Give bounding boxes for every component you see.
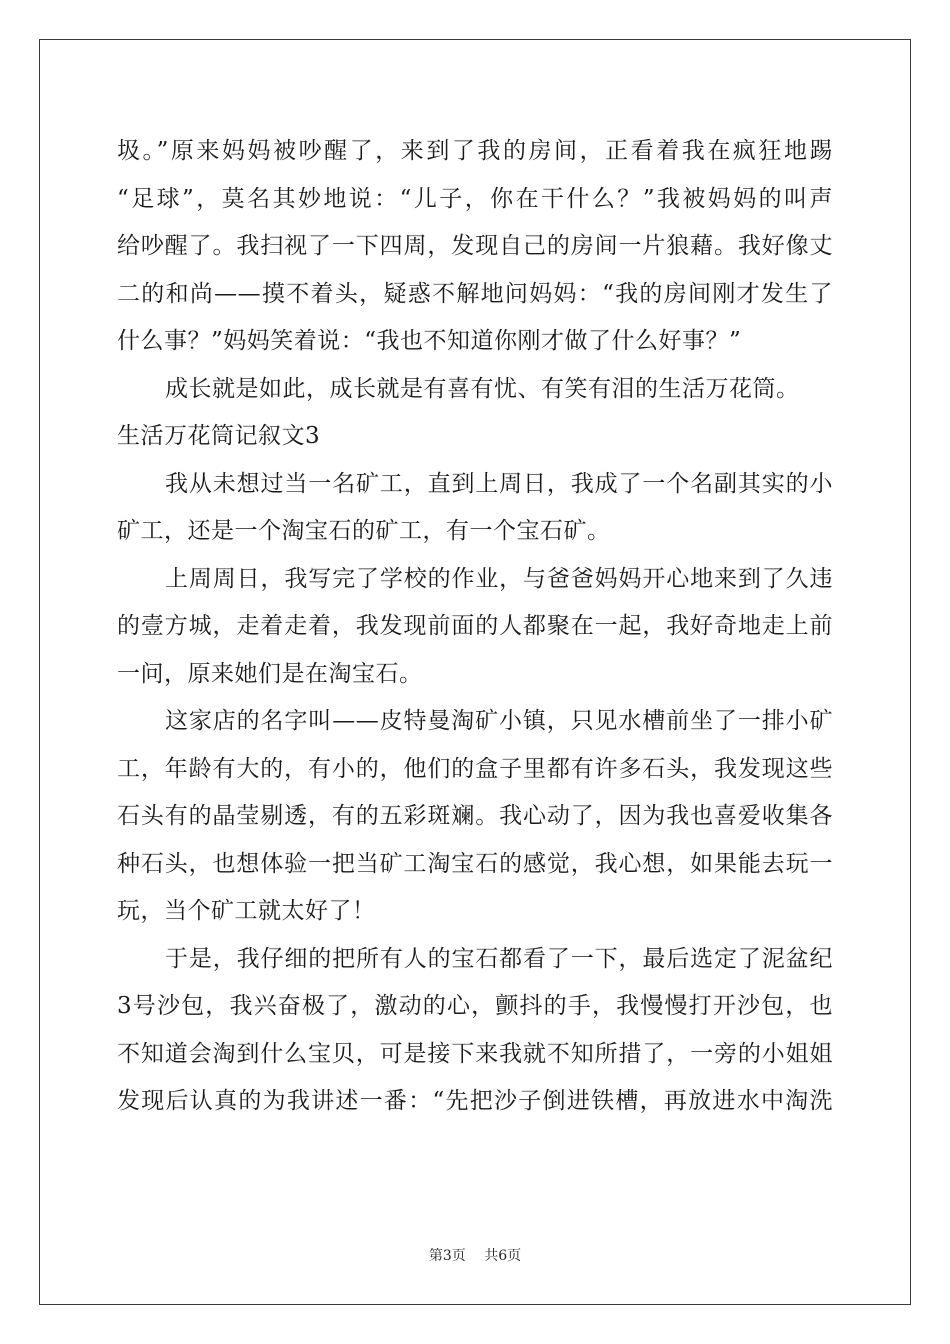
text-line: 的壹方城，走着走着，我发现前面的人都聚在一起，我好奇地走上前 (117, 613, 833, 639)
document-body (117, 128, 833, 1126)
text-line: 什么事？”妈妈笑着说：“我也不知道你刚才做了什么好事？” (117, 328, 742, 354)
text-line: 上周周日，我写完了学校的作业，与爸爸妈妈开心地来到了久违 (165, 565, 833, 592)
page-total: 共6页 (484, 1248, 522, 1264)
text-line: 二的和尚——摸不着头，疑惑不解地问妈妈：“我的房间刚才发生了 (117, 280, 833, 307)
text-line: 发现后认真的为我讲述一番：“先把沙子倒进铁槽，再放进水中淘洗 (117, 1088, 833, 1114)
text-line: 圾。”原来妈妈被吵醒了，来到了我的房间，正看着我在疯狂地踢 (117, 138, 833, 164)
page-footer (0, 1245, 950, 1265)
text-line: 不知道会淘到什么宝贝，可是接下来我就不知所措了，一旁的小姐姐 (117, 1040, 833, 1067)
text-line: 成长就是如此，成长就是有喜有忧、有笑有泪的生活万花筒。 (165, 375, 800, 402)
text-line: “足球”，莫名其妙地说：“儿子，你在干什么？”我被妈妈的叫声 (117, 185, 833, 212)
section-heading: 生活万花筒记叙文3 (117, 423, 321, 449)
text-line: 我从未想过当一名矿工，直到上周日，我成了一个名副其实的小 (165, 470, 833, 497)
text-line: 矿工，还是一个淘宝石的矿工，有一个宝石矿。 (117, 518, 611, 544)
text-line: 这家店的名字叫——皮特曼淘矿小镇，只见水槽前坐了一排小矿 (165, 708, 833, 734)
page-number: 第3页 (428, 1248, 466, 1264)
text-line: 种石头，也想体验一把当矿工淘宝石的感觉，我心想，如果能去玩一 (117, 850, 833, 877)
text-line: 3号沙包，我兴奋极了，激动的心，颤抖的手，我慢慢打开沙包，也 (117, 993, 833, 1019)
text-line: 于是，我仔细的把所有人的宝石都看了一下，最后选定了泥盆纪 (165, 945, 833, 972)
text-line: 玩，当个矿工就太好了！ (117, 898, 376, 924)
text-line: 石头有的晶莹剔透，有的五彩斑斓。我心动了，因为我也喜爱收集各 (117, 803, 833, 829)
text-line: 给吵醒了。我扫视了一下四周，发现自己的房间一片狼藉。我好像丈 (117, 233, 833, 259)
text-line: 工，年龄有大的，有小的，他们的盒子里都有许多石头，我发现这些 (117, 755, 833, 782)
text-line: 一问，原来她们是在淘宝石。 (117, 660, 423, 687)
